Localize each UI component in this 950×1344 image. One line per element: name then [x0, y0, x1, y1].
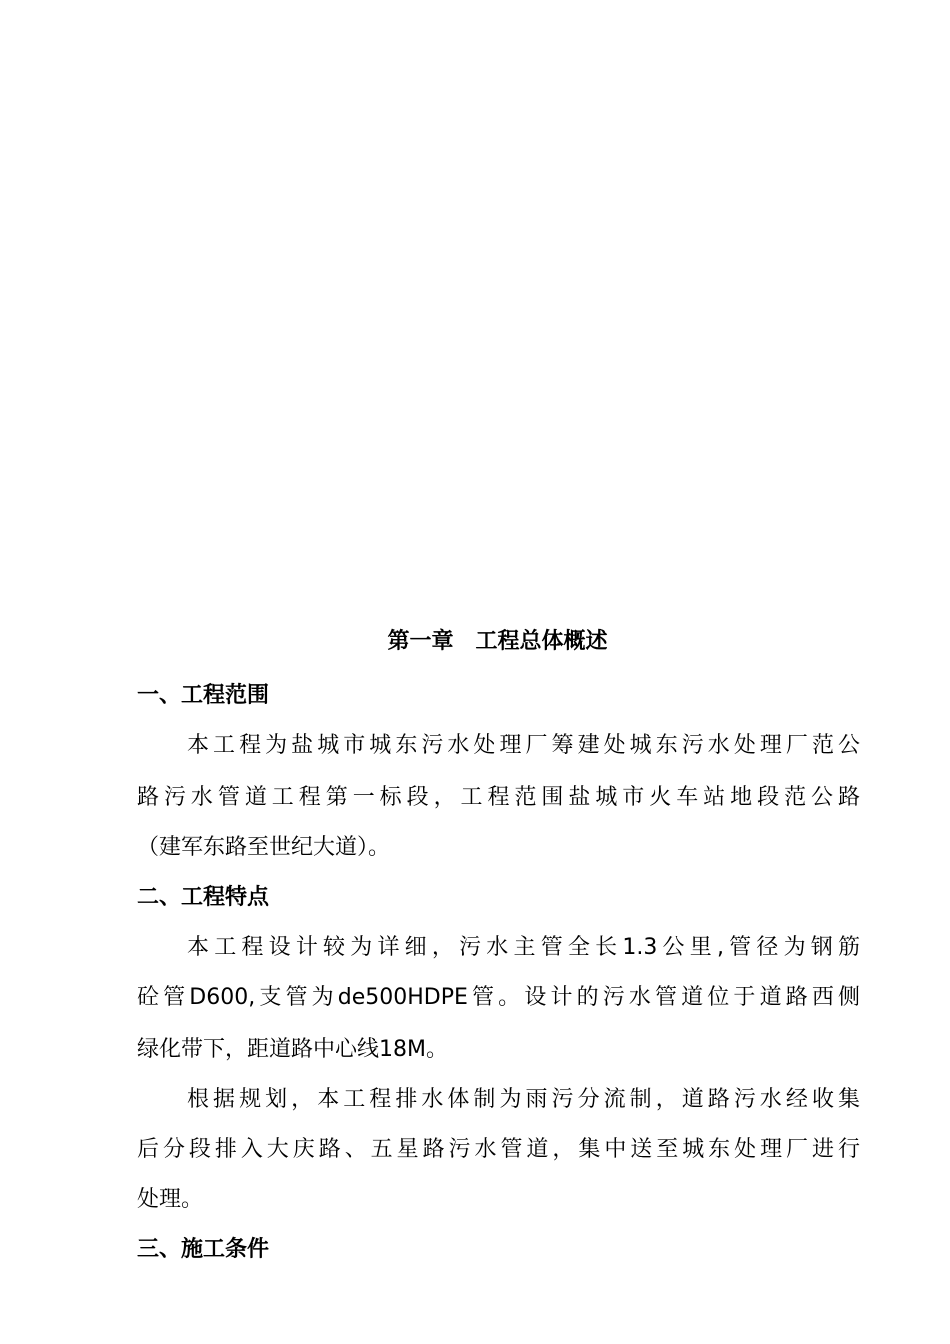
section-heading-conditions: 三、施工条件 [137, 1237, 270, 1262]
paragraph-line: 本工程为盐城市城东污水处理厂筹建处城东污水处理厂范公 [187, 733, 860, 758]
section-heading-features: 二、工程特点 [137, 885, 270, 910]
paragraph-line: 处理。 [137, 1187, 204, 1212]
paragraph-line: （建军东路至世纪大道）。 [137, 835, 391, 860]
section-heading-scope: 一、工程范围 [137, 683, 270, 708]
paragraph-line: 绿化带下，距道路中心线18M。 [137, 1037, 448, 1062]
paragraph-line: 后分段排入大庆路、五星路污水管道，集中送至城东处理厂进行 [137, 1137, 860, 1162]
paragraph-line: 砼管D600,支管为de500HDPE管。设计的污水管道位于道路西侧 [137, 985, 860, 1010]
paragraph-line: 本工程设计较为详细，污水主管全长1.3公里,管径为钢筋 [187, 935, 860, 960]
paragraph-line: 根据规划，本工程排水体制为雨污分流制，道路污水经收集 [187, 1087, 860, 1112]
chapter-title: 第一章 工程总体概述 [387, 629, 608, 654]
paragraph-line: 路污水管道工程第一标段，工程范围盐城市火车站地段范公路 [137, 785, 860, 810]
